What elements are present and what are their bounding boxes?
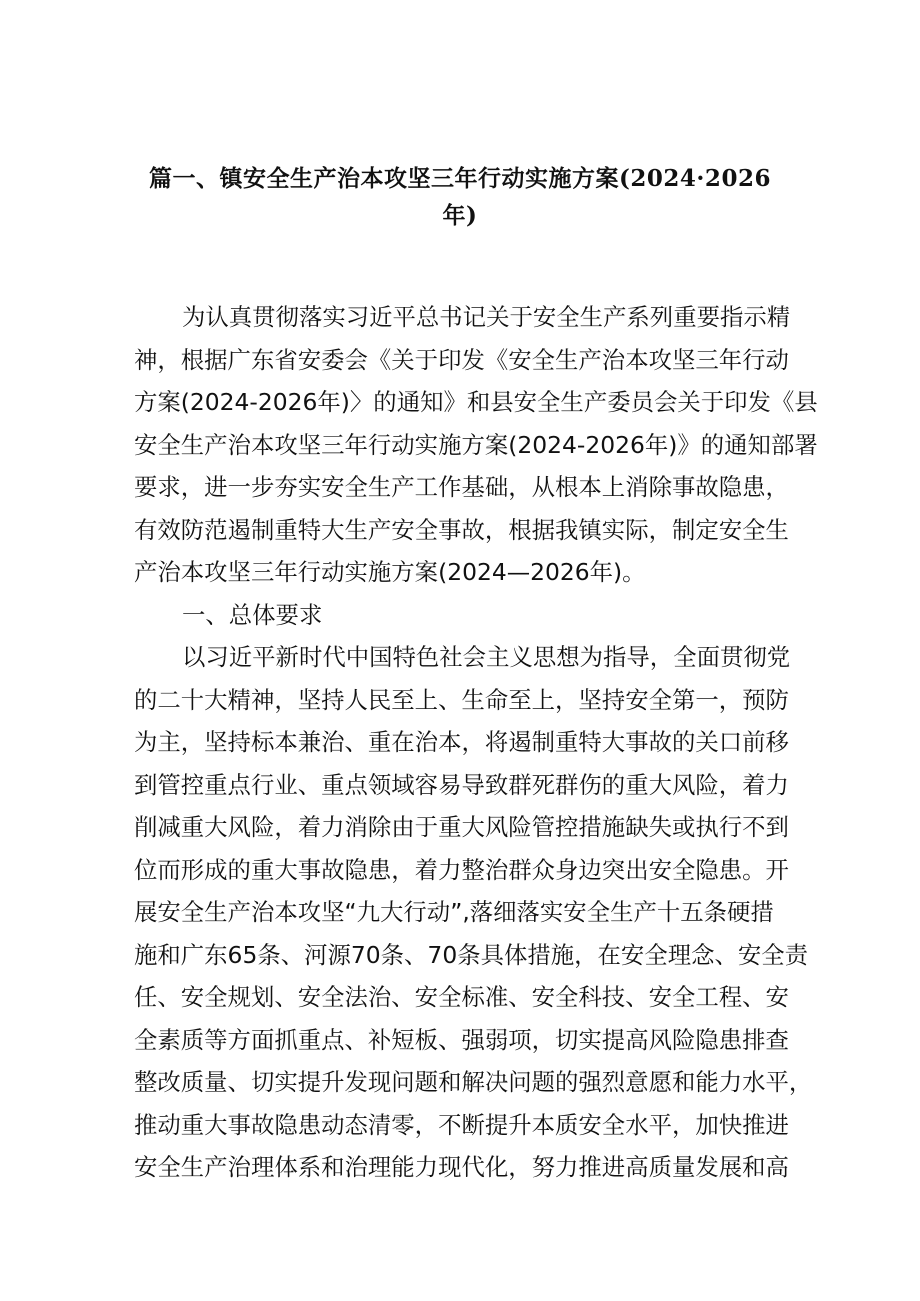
body-line: 的二十大精神，坚持人民至上、生命至上，坚持安全第一，预防 bbox=[134, 685, 789, 714]
body-line: 位而形成的重大事故隐患，着力整治群众身边突出安全隐患。开 bbox=[134, 855, 789, 884]
body-line: 神，根据广东省安委会《关于印发《安全生产治本攻坚三年行动 bbox=[134, 345, 789, 374]
document-title bbox=[0, 160, 920, 234]
body-line: 推动重大事故隐患动态清零，不断提升本质安全水平，加快推进 bbox=[134, 1110, 789, 1139]
title-line-1: 篇一、镇安全生产治本攻坚三年行动实施方案(2024·2026 bbox=[149, 165, 771, 192]
body-line: 安全生产治本攻坚三年行动实施方案(2024-2026年)》的通知部署 bbox=[134, 430, 818, 459]
document-body bbox=[134, 296, 818, 1189]
body-line: 整改质量、切实提升发现问题和解决问题的强烈意愿和能力水平， bbox=[134, 1068, 813, 1096]
body-line: 展安全生产治本攻坚“九大行动”,落细落实安全生产十五条硬措 bbox=[134, 898, 774, 926]
body-line: 要求，进一步夯实安全生产工作基础，从根本上消除事故隐患， bbox=[134, 473, 789, 501]
section-heading: 一、总体要求 bbox=[182, 600, 323, 629]
body-line: 为主，坚持标本兼治、重在治本，将遏制重特大事故的关口前移 bbox=[134, 728, 789, 756]
body-line: 削减重大风险，着力消除由于重大风险管控措施缺失或执行不到 bbox=[134, 813, 789, 841]
body-line: 安全生产治理体系和治理能力现代化，努力推进高质量发展和高 bbox=[134, 1153, 789, 1181]
body-line: 产治本攻坚三年行动实施方案(2024—2026年)。 bbox=[134, 558, 646, 586]
body-line: 到管控重点行业、重点领域容易导致群死群伤的重大风险，着力 bbox=[134, 770, 789, 799]
body-line: 任、安全规划、安全法治、安全标准、安全科技、安全工程、安 bbox=[134, 983, 789, 1011]
body-line: 方案(2024-2026年)〉的通知》和县安全生产委员会关于印发《县 bbox=[134, 388, 818, 416]
body-line: 以习近平新时代中国特色社会主义思想为指导，全面贯彻党 bbox=[182, 643, 791, 671]
body-line: 为认真贯彻落实习近平总书记关于安全生产系列重要指示精 bbox=[182, 303, 791, 331]
body-line: 施和广东65条、河源70条、70条具体措施，在安全理念、安全责 bbox=[134, 940, 809, 969]
title-line-2: 年) bbox=[442, 202, 478, 229]
body-line: 全素质等方面抓重点、补短板、强弱项，切实提高风险隐患排查 bbox=[134, 1025, 789, 1054]
body-line: 有效防范遏制重特大生产安全事故，根据我镇实际，制定安全生 bbox=[134, 515, 789, 544]
